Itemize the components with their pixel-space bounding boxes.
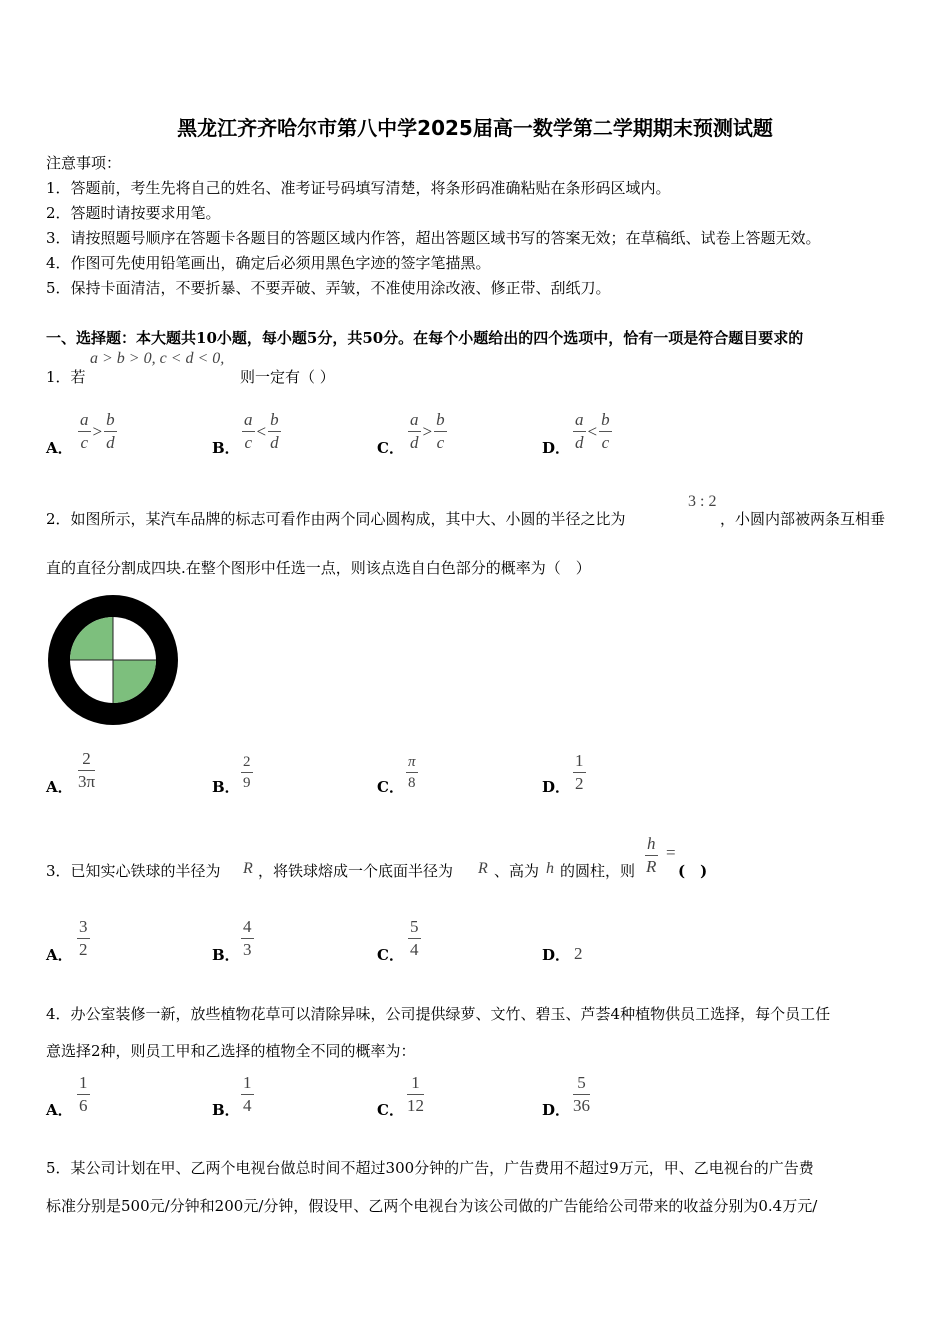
notes-heading: 注意事项： <box>46 154 122 172</box>
fraction-numerator: 5 <box>410 917 419 936</box>
q3-option-a-label: A． <box>46 946 73 964</box>
fraction-denominator: 8 <box>408 775 416 791</box>
q3-prefix: 3．已知实心铁球的半径为 <box>46 862 221 880</box>
fraction-denominator: 2 <box>575 774 584 793</box>
q1-option-d-label: D． <box>542 439 571 457</box>
q2-line2: 直的直径分割成四块.在整个图形中任选一点，则该点选自白色部分的概率为（ ） <box>46 559 591 577</box>
fraction-denominator: 4 <box>410 940 419 959</box>
fraction-denominator: R <box>646 857 657 876</box>
q1-option-a-expr <box>78 409 117 454</box>
q4-option-a-label: A． <box>46 1101 73 1119</box>
q3-option-b-fraction <box>241 916 254 961</box>
fraction-denominator: 6 <box>79 1096 88 1115</box>
fraction-denominator: c <box>244 433 253 452</box>
q3-mid1: ，将铁球熔成一个底面半径为 <box>258 862 454 880</box>
relation-sign: > <box>422 421 433 441</box>
note-item: 5．保持卡面清洁，不要折暴、不要弄破、弄皱，不准使用涂改液、修正带、刮纸刀。 <box>46 279 611 297</box>
fraction-numerator: b <box>436 410 445 429</box>
relation-sign: > <box>92 421 103 441</box>
fraction-numerator: 1 <box>79 1073 88 1092</box>
fraction-denominator: d <box>575 433 584 452</box>
fraction-numerator: 3 <box>79 917 88 936</box>
q4-option-c-label: C． <box>377 1101 404 1119</box>
note-item: 1．答题前，考生先将自己的姓名、准考证号码填写清楚，将条形码准确粘贴在条形码区域内。 <box>46 179 671 197</box>
fraction-denominator: 3 <box>243 940 252 959</box>
fraction-denominator: d <box>106 433 115 452</box>
q4-option-c-fraction <box>407 1072 424 1117</box>
fraction-denominator: c <box>436 433 445 452</box>
q1-option-c-label: C． <box>377 439 404 457</box>
fraction-numerator: a <box>244 410 253 429</box>
fraction-numerator: b <box>270 410 279 429</box>
q5-line1: 5．某公司计划在甲、乙两个电视台做总时间不超过300分钟的广告，广告费用不超过9万元，甲、乙电视台的广告费 <box>46 1159 814 1177</box>
q1-option-b-label: B． <box>212 439 240 457</box>
q3-option-d-value: 2 <box>574 944 583 963</box>
fraction-numerator: 1 <box>575 751 584 770</box>
q4-option-b-fraction <box>241 1072 254 1117</box>
fraction-numerator: 4 <box>243 917 252 936</box>
q2-option-b-label: B． <box>212 778 240 796</box>
fraction-numerator: 1 <box>411 1073 420 1092</box>
q2-ratio: 3 : 2 <box>688 493 717 510</box>
q2-option-a-fraction <box>78 748 95 793</box>
q3-ratio-fraction <box>645 833 658 878</box>
q1-suffix: 则一定有（ ） <box>240 368 335 386</box>
fraction-denominator: c <box>80 433 89 452</box>
q4-option-d-label: D． <box>542 1101 571 1119</box>
q2-option-a-label: A． <box>46 778 73 796</box>
q4-line2: 意选择2种，则员工甲和乙选择的植物全不同的概率为： <box>46 1042 416 1060</box>
fraction-numerator: 5 <box>577 1073 586 1092</box>
section-heading: 一、选择题：本大题共10小题，每小题5分，共50分。在每个小题给出的四个选项中，恰有一项是符合题目要求的 <box>46 329 804 347</box>
q3-equals: = <box>666 843 676 862</box>
fraction-numerator: a <box>80 410 89 429</box>
fraction-numerator: π <box>408 754 416 770</box>
fraction-denominator: 2 <box>79 940 88 959</box>
fraction-denominator: 4 <box>243 1096 252 1115</box>
q2-option-d-fraction <box>573 750 586 795</box>
q3-mid2: 、高为 <box>494 862 540 880</box>
q4-line1: 4．办公室装修一新，放些植物花草可以清除异味，公司提供绿萝、文竹、碧玉、芦荟4种植物供员工选择，每个员工任 <box>46 1005 831 1023</box>
fraction-denominator: d <box>410 433 419 452</box>
fraction-numerator: a <box>575 410 584 429</box>
note-item: 3．请按照题号顺序在答题卡各题目的答题区域内作答，超出答题区域书写的答案无效；在草稿纸、试卷上答题无效。 <box>46 229 821 247</box>
note-item: 2．答题时请按要求用笔。 <box>46 204 221 222</box>
fraction-denominator: 36 <box>573 1096 590 1115</box>
q2-option-c-label: C． <box>377 778 404 796</box>
q1-condition: a > b > 0, c < d < 0, <box>90 350 225 367</box>
q3-radius-symbol: R <box>243 860 253 877</box>
fraction-denominator: d <box>270 433 279 452</box>
note-item: 4．作图可先使用铅笔画出，确定后必须用黑色字迹的签字笔描黑。 <box>46 254 491 272</box>
relation-sign: < <box>256 421 267 441</box>
fraction-numerator: 1 <box>243 1073 252 1092</box>
fraction-numerator: b <box>601 410 610 429</box>
q1-option-b-expr <box>242 409 281 454</box>
q2-option-d-label: D． <box>542 778 571 796</box>
q3-radius-symbol: R <box>478 860 488 877</box>
q2-line1a: 2．如图所示，某汽车品牌的标志可看作由两个同心圆构成，其中大、小圆的半径之比为 <box>46 510 626 528</box>
car-logo-figure <box>46 593 180 727</box>
fraction-denominator: 9 <box>243 775 251 791</box>
fraction-numerator: a <box>410 410 419 429</box>
q3-option-b-label: B． <box>212 946 240 964</box>
q4-option-a-fraction <box>77 1072 90 1117</box>
q3-height-symbol: h <box>546 860 554 877</box>
q1-option-c-expr <box>408 409 447 454</box>
q4-option-b-label: B． <box>212 1101 240 1119</box>
fraction-denominator: 12 <box>407 1096 424 1115</box>
q1-option-d-expr <box>573 409 612 454</box>
q2-option-b-fraction <box>241 752 253 793</box>
fraction-numerator: h <box>647 834 656 853</box>
fraction-numerator: 2 <box>82 749 91 768</box>
q3-option-a-fraction <box>77 916 90 961</box>
fraction-denominator: 3π <box>78 772 96 791</box>
q5-line2: 标准分别是500元/分钟和200元/分钟，假设甲、乙两个电视台为该公司做的广告能给公司带来的收益分别为0.4万元/ <box>46 1197 818 1215</box>
q1-prefix: 1．若 <box>46 368 86 386</box>
page-title: 黑龙江齐齐哈尔市第八中学2025届高一数学第二学期期末预测试题 <box>177 116 773 140</box>
q3-option-c-label: C． <box>377 946 404 964</box>
fraction-numerator: b <box>106 410 115 429</box>
relation-sign: < <box>587 421 598 441</box>
q4-option-d-fraction <box>573 1072 590 1117</box>
q2-option-c-fraction <box>406 752 418 793</box>
fraction-numerator: 2 <box>243 754 251 770</box>
fraction-denominator: c <box>601 433 610 452</box>
q3-suffix: ( ) <box>678 862 708 880</box>
q3-option-d-label: D． <box>542 946 571 964</box>
q2-line1b: ，小圆内部被两条互相垂 <box>720 510 886 528</box>
q3-mid3: 的圆柱，则 <box>560 862 636 880</box>
q3-option-c-fraction <box>408 916 421 961</box>
q1-option-a-label: A． <box>46 439 73 457</box>
